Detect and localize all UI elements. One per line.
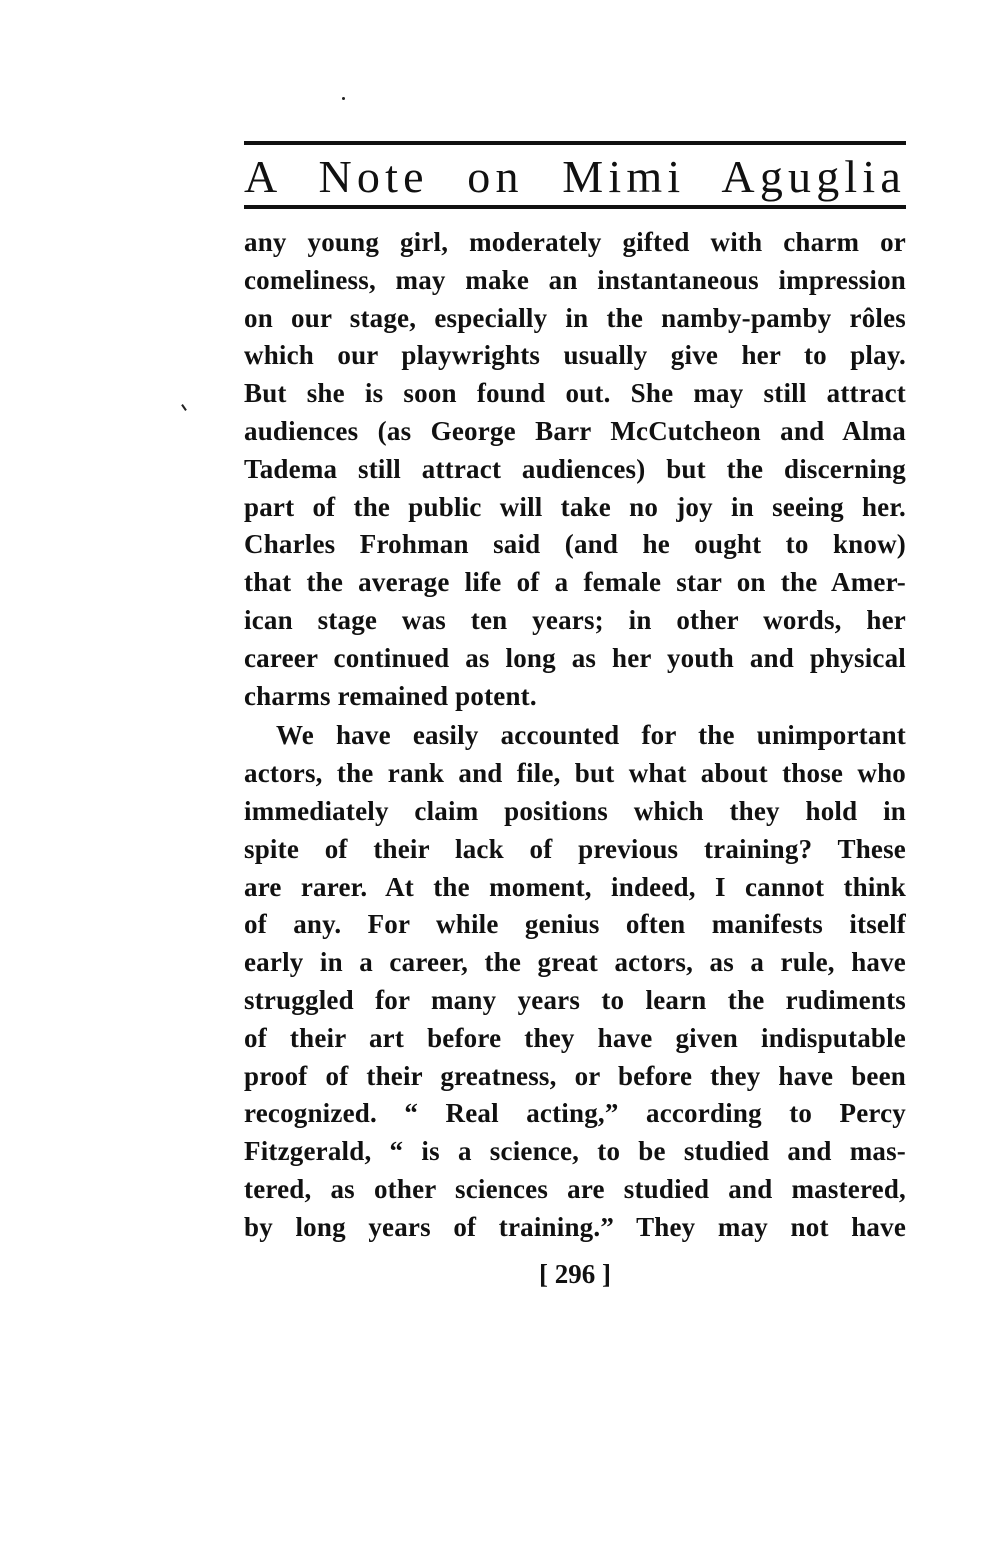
text-line: on our stage, especially in the namby-pamby rôles — [244, 302, 906, 333]
text-line: Charles Frohman said (and he ought to know) — [244, 529, 906, 560]
header-rule-top — [244, 141, 906, 145]
paragraph — [244, 224, 906, 715]
text-line: of their art before they have given indisputable — [244, 1022, 906, 1053]
paragraph — [244, 717, 906, 1246]
text-line: But she is soon found out. She may still attract — [244, 378, 906, 409]
text-line: We have easily accounted for the unimportant — [276, 720, 906, 751]
text-line: any young girl, moderately gifted with charm or — [244, 227, 906, 257]
text-line: Fitzgerald, “ is a science, to be studied and mas- — [244, 1136, 906, 1167]
scan-speck — [342, 97, 345, 100]
body-text — [244, 224, 906, 1247]
text-line: are rarer. At the moment, indeed, I cannot think — [244, 871, 906, 902]
text-line: career continued as long as her youth and physical — [244, 642, 906, 673]
text-line: charms remained potent. — [244, 680, 537, 711]
text-line: of any. For while genius often manifests itself — [244, 909, 906, 940]
text-line: that the average life of a female star on the Amer- — [244, 567, 906, 598]
text-line: Tadema still attract audiences) but the discerning — [244, 453, 906, 484]
running-title: A Note on Mimi Aguglia — [244, 151, 906, 202]
text-line: spite of their lack of previous training? These — [244, 833, 906, 864]
text-line: audiences (as George Barr McCutcheon and Alma — [244, 415, 906, 446]
page-number: [ 296 ] — [539, 1259, 611, 1289]
text-line: comeliness, may make an instantaneous impression — [244, 264, 906, 295]
header-rule-bottom — [244, 205, 906, 209]
scan-speck — [181, 404, 187, 411]
text-line: actors, the rank and file, but what about those who — [244, 758, 906, 789]
text-line: part of the public will take no joy in seeing her. — [244, 491, 906, 522]
text-line: by long years of training.” They may not have — [244, 1211, 906, 1242]
text-line: struggled for many years to learn the rudiments — [244, 984, 906, 1015]
text-line: recognized. “ Real acting,” according to Percy — [244, 1098, 906, 1129]
text-line: tered, as other sciences are studied and mastered, — [244, 1173, 906, 1204]
text-line: early in a career, the great actors, as a rule, have — [244, 947, 906, 978]
text-line: which our playwrights usually give her to play. — [244, 340, 906, 371]
text-line: ican stage was ten years; in other words, her — [244, 604, 906, 635]
text-line: immediately claim positions which they hold in — [244, 795, 906, 826]
text-line: proof of their greatness, or before they have been — [244, 1060, 906, 1091]
